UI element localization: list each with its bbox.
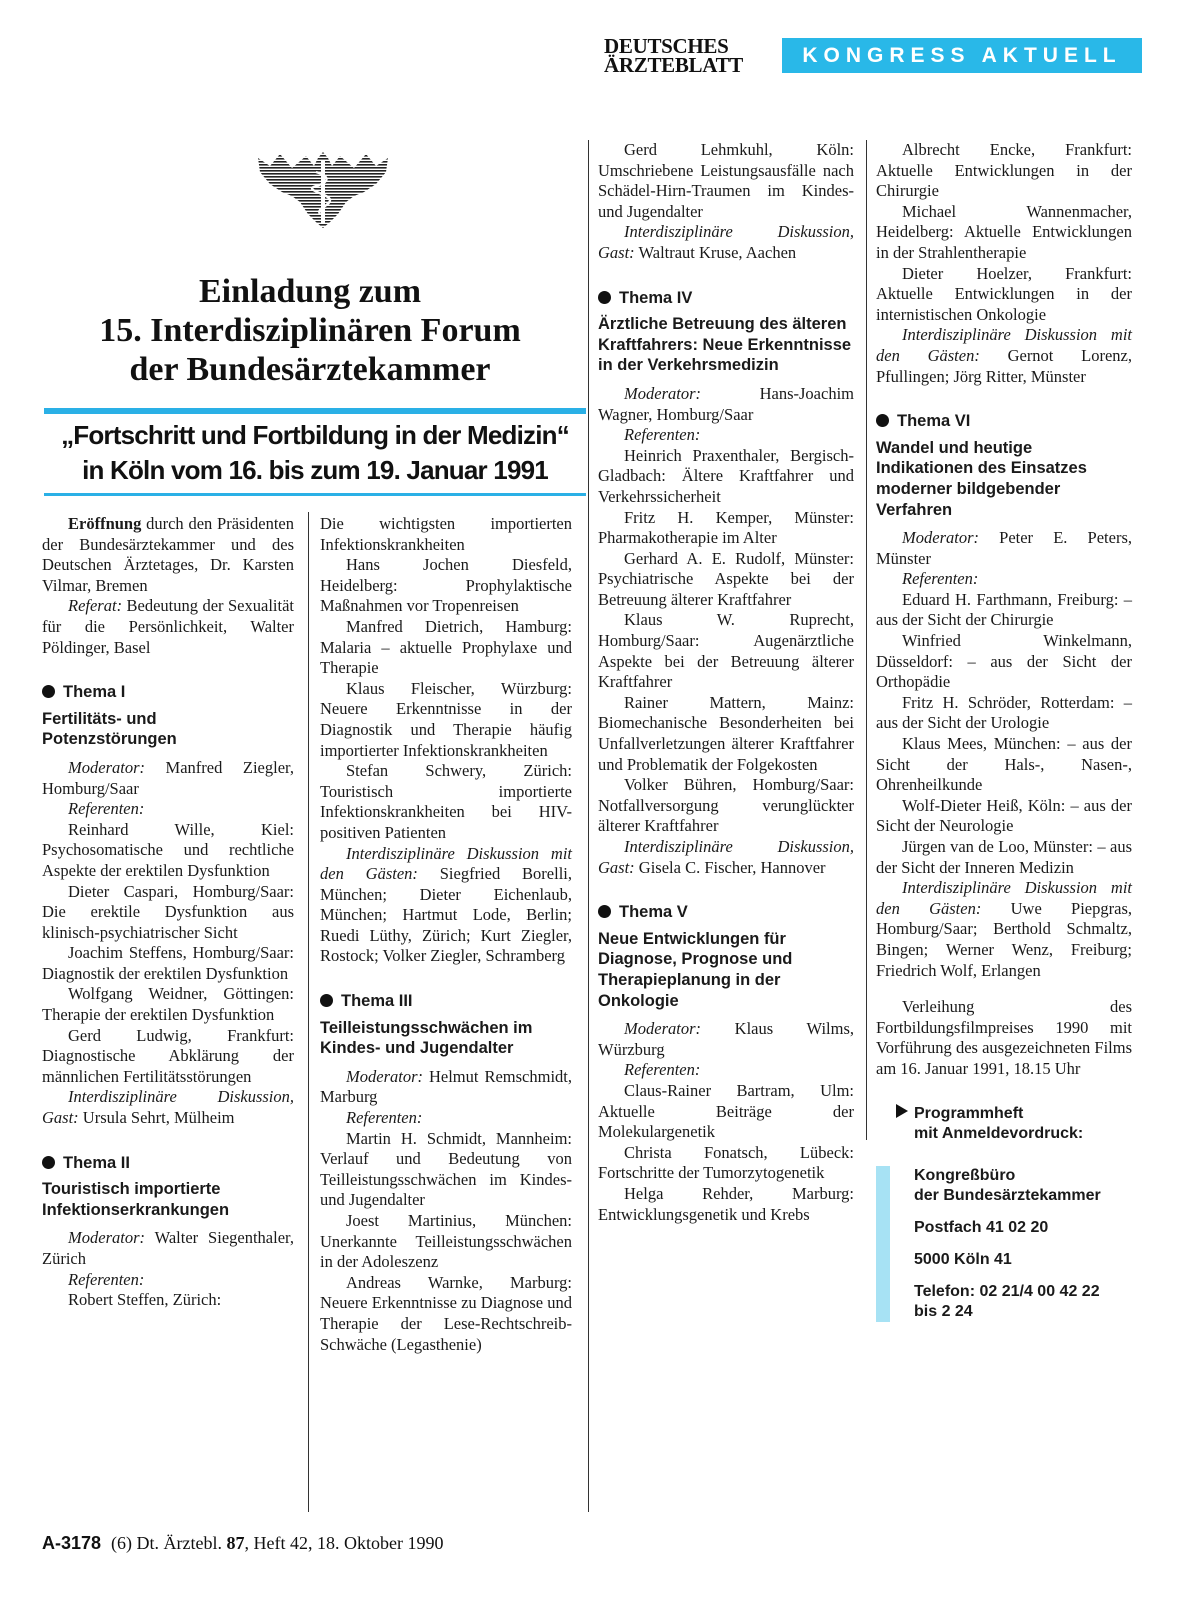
speaker-entry: Dieter Caspari, Homburg/Saar: Die erektile Dysfunktion aus klinisch-psychiatrischer Sicht <box>42 881 294 942</box>
bullet-icon <box>320 994 333 1007</box>
moderator-name: Klaus Wilms, Würzburg <box>598 1019 854 1059</box>
column-4 <box>876 140 1132 1322</box>
speaker-entry: Heinrich Praxenthaler, Bergisch-Gladbach: Ältere Kraftfahrer und Verkehrssicherheit <box>598 445 854 506</box>
speaker-entry: Wolf-Dieter Heiß, Köln: – aus der Sicht der Neurologie <box>876 795 1132 836</box>
opening-paragraph <box>42 514 294 596</box>
subhead <box>30 418 600 488</box>
speaker-entry-continued: Die wichtigsten importierten Infektionskrankheiten <box>320 514 572 554</box>
thema-heading <box>598 288 854 309</box>
discussion-line <box>876 878 1132 981</box>
speaker-entry: Winfried Winkelmann, Düsseldorf: – aus der Sicht der Orthopädie <box>876 631 1132 692</box>
headline <box>30 272 590 389</box>
moderator-line <box>320 1067 572 1108</box>
referenten-label: Referenten: <box>346 1108 423 1128</box>
referenten-label: Referenten: <box>902 569 979 589</box>
speaker-entry: Wolfgang Weidner, Göttingen: Therapie der erektilen Dysfunktion <box>42 984 294 1025</box>
journal-name-line1: DEUTSCHES <box>604 34 729 58</box>
referenten-label: Referenten: <box>68 1269 145 1289</box>
discussion-label: Interdisziplinäre Diskussion mit den Gästen: <box>876 325 1132 365</box>
contact-accent-bar <box>876 1166 890 1322</box>
journal-name-line2: ÄRZTEBLATT <box>604 53 743 77</box>
thema-label: Thema I <box>63 683 126 702</box>
speaker-entry: Klaus Mees, München: – aus der Sicht der Hals-, Nasen-, Ohrenheilkunde <box>876 734 1132 795</box>
thema-title: Wandel und heutige Indikationen des Einsatzes moderner bildgebender Verfahren <box>876 438 1087 519</box>
bullet-icon <box>876 414 889 427</box>
discussion-guests: Waltraut Kruse, Aachen <box>634 242 797 262</box>
column-3 <box>598 140 854 1225</box>
column-divider <box>308 512 309 1512</box>
contact-office-line1: Kongreßbüro <box>914 1166 1016 1184</box>
headline-rule-top <box>44 408 586 414</box>
opening-label: Eröffnung <box>68 514 142 533</box>
page-footer <box>42 1532 742 1554</box>
program-note <box>876 1104 1132 1144</box>
page-number: A-3178 <box>42 1533 102 1553</box>
speaker-entry: Manfred Dietrich, Hamburg: Malaria – aktuelle Prophylaxe und Therapie <box>320 616 572 678</box>
thema-title: Ärztliche Betreuung des älteren Kraftfahrers: Neue Erkenntnisse in der Verkehrsmedizin <box>598 315 852 375</box>
thema-label: Thema IV <box>619 288 693 307</box>
moderator-name: Manfred Ziegler, Homburg/Saar <box>42 757 294 798</box>
thema-label: Thema V <box>619 903 688 922</box>
moderator-label: Moderator: <box>624 1019 701 1039</box>
speaker-entry: Helga Rehder, Marburg: Entwicklungsgenetik und Krebs <box>598 1183 854 1224</box>
speaker-entry: Gerd Lehmkuhl, Köln: Umschriebene Leistungsausfälle nach Schädel-Hirn-Traumen im Kindes- und Jugendalter <box>598 140 854 221</box>
discussion-label: Interdisziplinäre Diskussion, Gast: <box>598 222 854 262</box>
speaker-entry: Eduard H. Farthmann, Freiburg: – aus der Sicht der Chirurgie <box>876 589 1132 630</box>
moderator-line <box>42 758 294 799</box>
headline-line3: der Bundesärztekammer <box>129 351 491 388</box>
contact-city: 5000 Köln 41 <box>914 1250 1012 1268</box>
moderator-line <box>598 1019 854 1060</box>
referenten-label: Referenten: <box>624 1060 701 1080</box>
moderator-name: Helmut Remschmidt, Marburg <box>320 1066 572 1107</box>
speaker-entry: Jürgen van de Loo, Münster: – aus der Sicht der Inneren Medizin <box>876 837 1132 877</box>
moderator-label: Moderator: <box>346 1066 423 1086</box>
opening-text: durch den Präsidenten der Bundesärztekammer und des Deutschen Ärztetages, Dr. Karsten Vilmar, Bremen <box>42 514 294 595</box>
discussion-line <box>598 837 854 878</box>
program-line2: mit Anmeldevordruck: <box>914 1124 1084 1142</box>
referat-label: Referat: <box>68 596 123 616</box>
discussion-guests: Siegfried Borelli, München; Dieter Eichenlaub, München; Hartmut Lode, Berlin; Ruedi Lüthy, Zürich; Kurt Ziegler, Rostock; Volker Ziegler, Schramberg <box>320 864 572 966</box>
speaker-entry: Rainer Mattern, Mainz: Biomechanische Besonderheiten bei Unfallverletzungen älterer Kraftfahrer und Problematik der Folgekosten <box>598 692 854 774</box>
speaker-entry: Joest Martinius, München: Unerkannte Teilleistungsschwächen in der Adoleszenz <box>320 1211 572 1272</box>
citation-volume: 87 <box>226 1533 245 1553</box>
speaker-entry: Albrecht Encke, Frankfurt: Aktuelle Entwicklungen in der Chirurgie <box>876 140 1132 201</box>
column-2 <box>320 514 572 1355</box>
speaker-entry: Andreas Warnke, Marburg: Neuere Erkenntnisse zu Diagnose und Therapie der Lese-Rechtschreib-Schwäche (Legasthenie) <box>320 1272 573 1354</box>
speaker-entry: Gerhard A. E. Rudolf, Münster: Psychiatrische Aspekte bei der Betreuung älterer Kraftfahrer <box>598 548 854 609</box>
speaker-entry: Dieter Hoelzer, Frankfurt: Aktuelle Entwicklungen in der internistischen Onkologie <box>876 263 1132 324</box>
speaker-entry: Claus-Rainer Bartram, Ulm: Aktuelle Beiträge der Molekulargenetik <box>598 1080 854 1142</box>
speaker-entry: Volker Bühren, Homburg/Saar: Notfallversorgung verunglückter älterer Kraftfahrer <box>598 775 854 836</box>
moderator-label: Moderator: <box>624 383 701 403</box>
citation-pre: (6) Dt. Ärztebl. <box>111 1533 227 1553</box>
thema-heading <box>876 411 1132 432</box>
discussion-guests: Gisela C. Fischer, Hannover <box>634 857 826 877</box>
contact-phone <box>914 1282 1132 1322</box>
column-divider <box>866 140 867 1140</box>
citation-post: , Heft 42, 18. Oktober 1990 <box>244 1533 444 1553</box>
speaker-entry: Hans Jochen Diesfeld, Heidelberg: Prophylaktische Maßnahmen vor Tropenreisen <box>320 555 572 616</box>
journal-name <box>604 34 774 77</box>
thema-title: Neue Entwicklungen für Diagnose, Prognose und Therapieplanung in der Onkologie <box>598 929 793 1010</box>
discussion-label: Interdisziplinäre Diskussion, Gast: <box>598 837 854 877</box>
speaker-entry: Reinhard Wille, Kiel: Psychosomatische und rechtliche Aspekte der erektilen Dysfunktion <box>42 819 294 880</box>
masthead <box>604 36 1154 76</box>
speaker-entry: Christa Fonatsch, Lübeck: Fortschritte der Tumorzytogenetik <box>598 1142 854 1183</box>
referat-paragraph <box>42 596 294 658</box>
moderator-label: Moderator: <box>902 528 979 548</box>
thema-label: Thema III <box>341 992 413 1011</box>
moderator-label: Moderator: <box>68 757 145 777</box>
discussion-guests: Gernot Lorenz, Pfullingen; Jörg Ritter, Münster <box>876 345 1132 386</box>
speaker-entry: Klaus W. Ruprecht, Homburg/Saar: Augenärztliche Aspekte bei der Betreuung älterer Kraftfahrer <box>598 610 854 692</box>
bullet-icon <box>598 905 611 918</box>
bullet-icon <box>598 291 611 304</box>
thema-label: Thema VI <box>897 412 971 431</box>
discussion-label: Interdisziplinäre Diskussion mit den Gästen: <box>876 878 1132 918</box>
thema-heading <box>320 991 572 1012</box>
discussion-guests: Ursula Sehrt, Mülheim <box>78 1108 235 1128</box>
speaker-entry: Michael Wannenmacher, Heidelberg: Aktuelle Entwicklungen in der Strahlentherapie <box>876 201 1132 262</box>
speaker-entry: Martin H. Schmidt, Mannheim: Verlauf und Bedeutung von Teilleistungsschwächen im Kindes- und Jugendalter <box>320 1128 572 1210</box>
contact-phone-line1: Telefon: 02 21/4 00 42 22 <box>914 1282 1100 1300</box>
moderator-line <box>598 384 854 425</box>
speaker-entry: Gerd Ludwig, Frankfurt: Diagnostische Abklärung der männlichen Fertilitätsstörungen <box>42 1025 294 1086</box>
headline-line1: Einladung zum <box>198 273 422 310</box>
speaker-entry: Klaus Fleischer, Würzburg: Neuere Erkenntnisse in der Diagnostik und Therapie häufig importierter Infektionskrankheiten <box>320 678 572 760</box>
moderator-name: Hans-Joachim Wagner, Homburg/Saar <box>598 383 854 424</box>
speaker-entry: Fritz H. Schröder, Rotterdam: – aus der Sicht der Urologie <box>876 692 1132 733</box>
moderator-label: Moderator: <box>68 1228 145 1248</box>
moderator-line <box>876 528 1132 569</box>
discussion-guests: Uwe Piepgras, Homburg/Saar; Berthold Schmaltz, Bingen; Werner Wenz, Freiburg; Friedrich Wolf, Erlangen <box>876 898 1132 980</box>
thema-heading <box>42 1153 294 1174</box>
contact-office <box>914 1166 1132 1206</box>
column-divider <box>588 140 589 1512</box>
thema-title: Touristisch importierte Infektionserkrankungen <box>42 1180 230 1219</box>
referat-text: Bedeutung der Sexualität für die Persönlichkeit, Walter Pöldinger, Basel <box>42 596 294 657</box>
thema-title: Teilleistungsschwächen im Kindes- und Jugendalter <box>320 1018 533 1058</box>
speaker-entry: Joachim Steffens, Homburg/Saar: Diagnostik der erektilen Dysfunktion <box>42 943 294 983</box>
award-note: Verleihung des Fortbildungsfilmpreises 1990 mit Vorführung des ausgezeichneten Films am 16. Januar 1991, 18.15 Uhr <box>876 997 1132 1078</box>
discussion-label: Interdisziplinäre Diskussion mit den Gästen: <box>320 843 572 884</box>
referenten-label: Referenten: <box>68 799 145 819</box>
thema-heading <box>598 902 854 923</box>
contact-postfach: Postfach 41 02 20 <box>914 1218 1049 1236</box>
program-line1: Programmheft <box>914 1104 1024 1122</box>
section-band: KONGRESS AKTUELL <box>782 38 1142 73</box>
arrow-right-icon <box>896 1104 908 1118</box>
discussion-line <box>42 1087 294 1128</box>
discussion-line <box>598 222 854 263</box>
speaker-entry: Fritz H. Kemper, Münster: Pharmakotherapie im Alter <box>598 507 854 548</box>
headline-rule-bottom <box>44 493 586 496</box>
moderator-line <box>42 1228 294 1269</box>
subhead-line2: in Köln vom 16. bis zum 19. Januar 1991 <box>82 455 548 485</box>
bullet-icon <box>42 1156 55 1169</box>
speaker-entry: Robert Steffen, Zürich: <box>68 1290 222 1310</box>
discussion-line <box>876 325 1132 387</box>
headline-line2: 15. Interdisziplinären Forum <box>99 312 521 349</box>
discussion-label: Interdisziplinäre Diskussion, Gast: <box>42 1087 294 1128</box>
subhead-line1: „Fortschritt und Fortbildung in der Medizin“ <box>61 420 569 450</box>
thema-label: Thema II <box>63 1153 130 1172</box>
bullet-icon <box>42 685 55 698</box>
contact-office-line2: der Bundesärztekammer <box>914 1186 1101 1204</box>
column-1 <box>42 514 294 1311</box>
eagle-aesculapian-staff-icon <box>258 152 388 230</box>
contact-box <box>876 1166 1132 1322</box>
moderator-name: Peter E. Peters, Münster <box>876 528 1132 568</box>
discussion-line <box>320 844 572 968</box>
referenten-label: Referenten: <box>624 425 701 445</box>
thema-heading <box>42 682 294 703</box>
speaker-entry: Stefan Schwery, Zürich: Touristisch importierte Infektionskrankheiten bei HIV-positiven Patienten <box>320 761 572 842</box>
moderator-name: Walter Siegenthaler, Zürich <box>42 1228 294 1268</box>
contact-phone-line2: bis 2 24 <box>914 1302 973 1320</box>
thema-title: Fertilitäts- und Potenzstörungen <box>42 709 177 749</box>
